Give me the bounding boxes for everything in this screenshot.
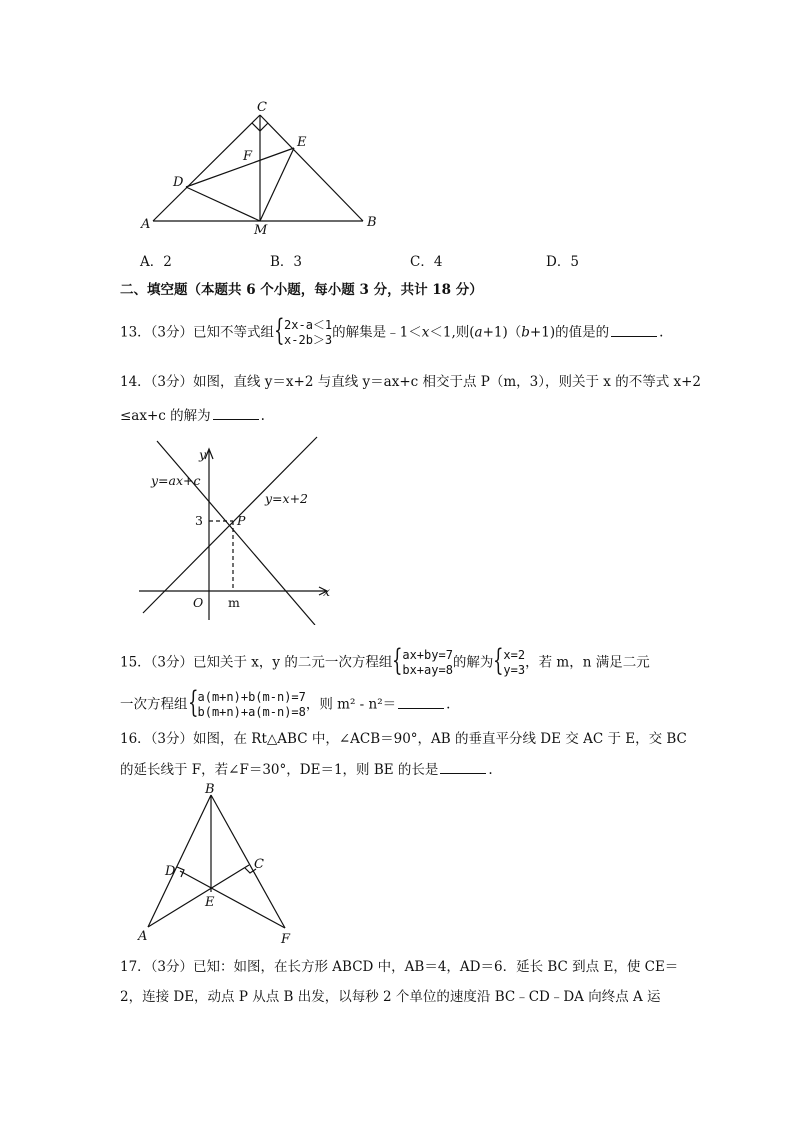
label-a: A [138,929,148,944]
tick-m: m [228,595,240,610]
axis-x-label: x [323,584,331,599]
answer-blank [398,696,444,709]
point-p: P [237,513,246,528]
label-m: M [254,223,268,238]
tick-3: 3 [195,513,203,528]
label-f: F [281,932,291,947]
solution-system: { x=2 y=3 [493,643,526,678]
equation-system-2: { a(m+n)+b(m-n)=7 b(m+n)+a(m-n)=8 [187,685,306,720]
question-13: 13．（3分）已知不等式组 { 2x-a＜1 x-2b＞3 的解集是﹣1＜x＜1,则(a+1)（b+1)的值是的 . [120,313,664,348]
question-17-line1: 17．（3分）已知：如图，在长方形 ABCD 中，AB＝4，AD＝6．延长 BC 到点 E，使 CE＝ [120,959,679,975]
answer-blank [440,761,486,774]
question-15-line1: 15．（3分）已知关于 x，y 的二元一次方程组 { ax+by=7 bx+ay=8 的解为 { x=2 y=3 ，若 m，n 满足二元 [120,643,650,678]
inequality-system: { 2x-a＜1 x-2b＞3 [274,313,333,348]
answer-blank [213,407,259,420]
option-a: A．2 [140,254,172,270]
label-e: E [205,895,215,910]
label-d: D [165,864,176,879]
triangle-figure-q16 [130,780,310,950]
line-label-x-2: y=x+2 [265,491,309,506]
label-c: C [257,100,267,115]
label-e: E [297,135,307,150]
question-17-line2: 2，连接 DE，动点 P 从点 B 出发，以每秒 2 个单位的速度沿 BC﹣CD﹣DA 向终点 A 运 [120,989,661,1005]
question-15-line2: 一次方程组 { a(m+n)+b(m-n)=7 b(m+n)+a(m-n)=8 ，则 m² - n²＝ . [120,685,451,720]
graph-figure-q14 [135,435,345,625]
option-c: C．4 [410,254,443,270]
label-d: D [173,175,184,190]
equation-system-1: { ax+by=7 bx+ay=8 [392,643,453,678]
line-label-ax-c: y=ax+c [151,473,201,488]
section-heading: 二、填空题（本题共 6 个小题，每小题 3 分，共计 18 分） [120,282,483,298]
label-b: B [367,215,377,230]
label-f: F [243,149,253,164]
label-b: B [205,782,215,797]
origin-label: O [193,595,204,610]
question-16-line2: 的延长线于 F，若∠F＝30°，DE＝1，则 BE 的长是 . [120,762,493,778]
label-c: C [254,857,264,872]
answer-blank [611,324,657,337]
triangle-figure-q12 [135,98,395,243]
question-16-line1: 16．（3分）如图，在 Rt△ABC 中，∠ACB＝90°，AB 的垂直平分线 DE 交 AC 于 E，交 BC [120,731,687,747]
option-d: D．5 [546,254,579,270]
question-14-line2: ≤ax+c 的解为 . [120,408,265,424]
label-a: A [141,217,151,232]
axis-y-label: y [199,447,207,462]
question-14-line1: 14．（3分）如图，直线 y＝x+2 与直线 y＝ax+c 相交于点 P（m，3），则关于 x 的不等式 x+2 [120,374,702,390]
option-b: B．3 [270,254,303,270]
